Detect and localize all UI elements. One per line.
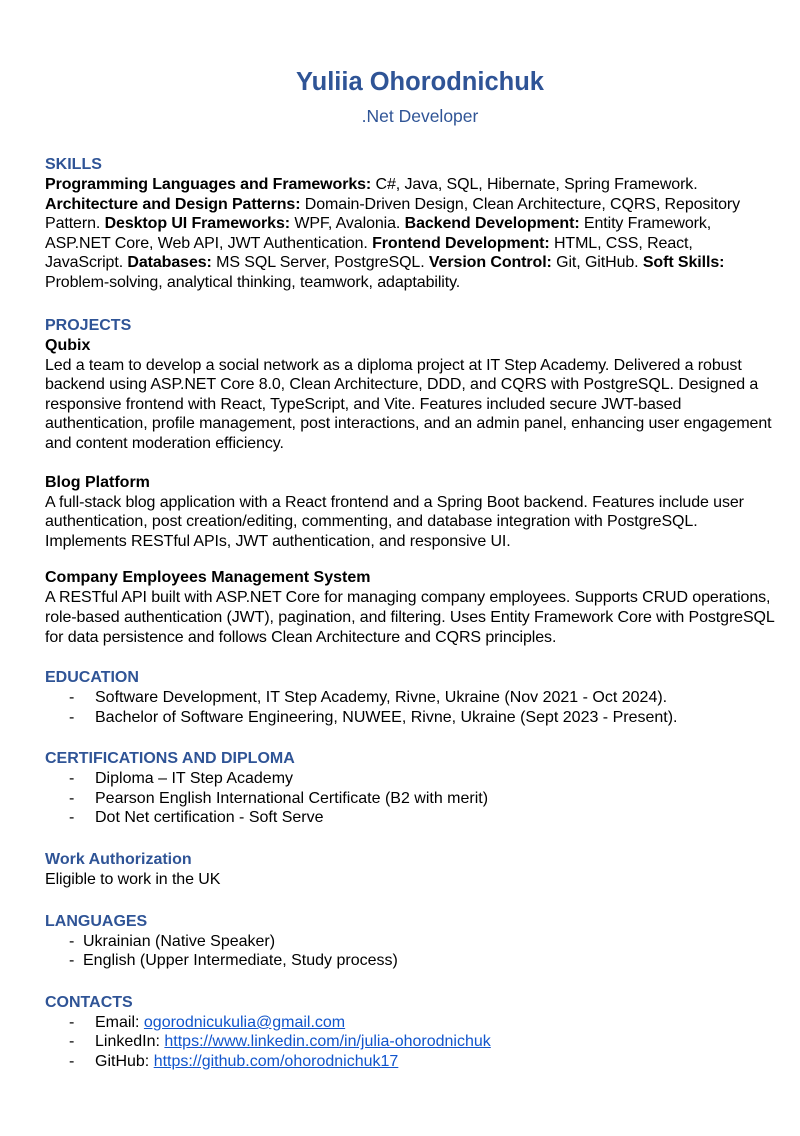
- skills-text: [45, 175, 775, 293]
- skills-section: [45, 154, 775, 293]
- contact-email: [45, 1013, 775, 1033]
- project-item: [45, 473, 775, 552]
- work-authorization-section: [45, 849, 775, 890]
- education-section: [45, 667, 775, 727]
- project-title: Company Employees Management System: [45, 569, 371, 587]
- contacts-list: [45, 1013, 775, 1072]
- project-description: A RESTful API built with ASP.NET Core for managing company employees. Supports CRUD operations, role-based authentication (JWT), pagination, and filtering. Uses Entity Framework Core with PostgreSQL for data persistence and follows Clean Architecture and CQRS principles.: [45, 589, 775, 646]
- candidate-role: .Net Developer: [361, 106, 479, 126]
- list-item: - Dot Net certification - Soft Serve: [69, 809, 324, 827]
- skill-label: Version Control:: [428, 254, 552, 272]
- certifications-heading: CERTIFICATIONS AND DIPLOMA: [45, 750, 295, 768]
- project-title: Qubix: [45, 336, 91, 354]
- skill-value: WPF, Avalonia.: [290, 215, 405, 233]
- email-link[interactable]: ogorodnicukulia@gmail.com: [143, 1013, 346, 1031]
- dash-bullet: -: [69, 1033, 75, 1051]
- candidate-name: Yuliia Ohorodnichuk: [296, 68, 544, 96]
- work-authorization-text: Eligible to work in the UK: [45, 871, 221, 889]
- certifications-section: [45, 748, 775, 828]
- projects-section: [45, 315, 775, 648]
- contact-label: Email:: [95, 1013, 144, 1031]
- skill-label: Architecture and Design Patterns:: [45, 195, 301, 213]
- contacts-section: [45, 992, 775, 1072]
- skills-heading: SKILLS: [45, 156, 102, 173]
- projects-heading: PROJECTS: [45, 316, 132, 334]
- contact-label: GitHub:: [95, 1053, 154, 1071]
- skill-label: Frontend Development:: [372, 234, 550, 252]
- languages-list: [45, 932, 775, 971]
- skill-value: Domain-Driven Design, Clean Architecture, CQRS, Repository Pattern.: [45, 195, 741, 233]
- linkedin-link[interactable]: https://www.linkedin.com/in/julia-ohorodnichuk: [164, 1033, 491, 1051]
- skill-value: HTML, CSS, React, JavaScript.: [45, 234, 693, 272]
- project-description: Led a team to develop a social network as a diploma project at IT Step Academy. Delivered a robust backend using ASP.NET Core 8.0, Clean Architecture, DDD, and CQRS with PostgreSQL. Designed a responsive frontend with React, TypeScript, and Vite. Features included secure JWT-based authentication, profile management, post interactions, and an admin panel, enhancing user engagement and content moderation efficiency.: [45, 356, 772, 452]
- dash-bullet: -: [69, 952, 75, 970]
- project-item: [45, 568, 775, 647]
- dash-bullet: -: [69, 932, 75, 950]
- skill-value: C#, Java, SQL, Hibernate, Spring Framework.: [371, 176, 698, 193]
- contact-linkedin: [45, 1032, 775, 1052]
- project-item: [45, 336, 775, 454]
- list-item: - Software Development, IT Step Academy, Rivne, Ukraine (Nov 2021 - Oct 2024).: [69, 689, 668, 707]
- list-item: - Pearson English International Certificate (B2 with merit): [69, 789, 489, 807]
- skill-label: Programming Languages and Frameworks:: [45, 176, 372, 193]
- project-description: A full-stack blog application with a React frontend and a Spring Boot backend. Features include user authentication, post creation/editing, commenting, and database integration with PostgreSQL. Implements RESTful APIs, JWT authentication, and responsive UI.: [45, 493, 744, 550]
- skill-value: Git, GitHub.: [551, 254, 643, 272]
- dash-bullet: -: [69, 708, 75, 726]
- languages-section: [45, 911, 775, 971]
- project-title: Blog Platform: [45, 473, 150, 491]
- contact-github: [45, 1052, 775, 1072]
- resume-page: [45, 62, 775, 1072]
- list-item: - English (Upper Intermediate, Study process): [69, 952, 398, 970]
- contact-label: LinkedIn:: [95, 1033, 165, 1051]
- skill-value: MS SQL Server, PostgreSQL.: [211, 254, 429, 272]
- list-item: - Bachelor of Software Engineering, NUWEE, Rivne, Ukraine (Sept 2023 - Present).: [69, 708, 678, 726]
- dash-bullet: -: [69, 770, 75, 788]
- skill-label: Backend Development:: [404, 215, 580, 233]
- skill-label: Desktop UI Frameworks:: [104, 215, 290, 233]
- skill-label: Databases:: [127, 254, 212, 272]
- education-heading: EDUCATION: [45, 669, 139, 687]
- skill-value: Problem-solving, analytical thinking, teamwork, adaptability.: [45, 273, 461, 291]
- dash-bullet: -: [69, 689, 75, 707]
- contacts-heading: CONTACTS: [45, 993, 133, 1011]
- dash-bullet: -: [69, 1013, 75, 1031]
- dash-bullet: -: [69, 809, 75, 827]
- work-authorization-heading: Work Authorization: [45, 851, 192, 869]
- education-list: [45, 688, 775, 727]
- dash-bullet: -: [69, 789, 75, 807]
- skill-value: Entity Framework, ASP.NET Core, Web API, JWT Authentication.: [45, 215, 712, 252]
- github-link[interactable]: https://github.com/ohorodnichuk17: [153, 1053, 399, 1071]
- list-item: - Diploma – IT Step Academy: [69, 770, 294, 788]
- dash-bullet: -: [69, 1053, 75, 1071]
- languages-heading: LANGUAGES: [45, 912, 148, 930]
- list-item: - Ukrainian (Native Speaker): [69, 932, 276, 950]
- certifications-list: [45, 769, 775, 828]
- skill-label: Soft Skills:: [642, 254, 725, 272]
